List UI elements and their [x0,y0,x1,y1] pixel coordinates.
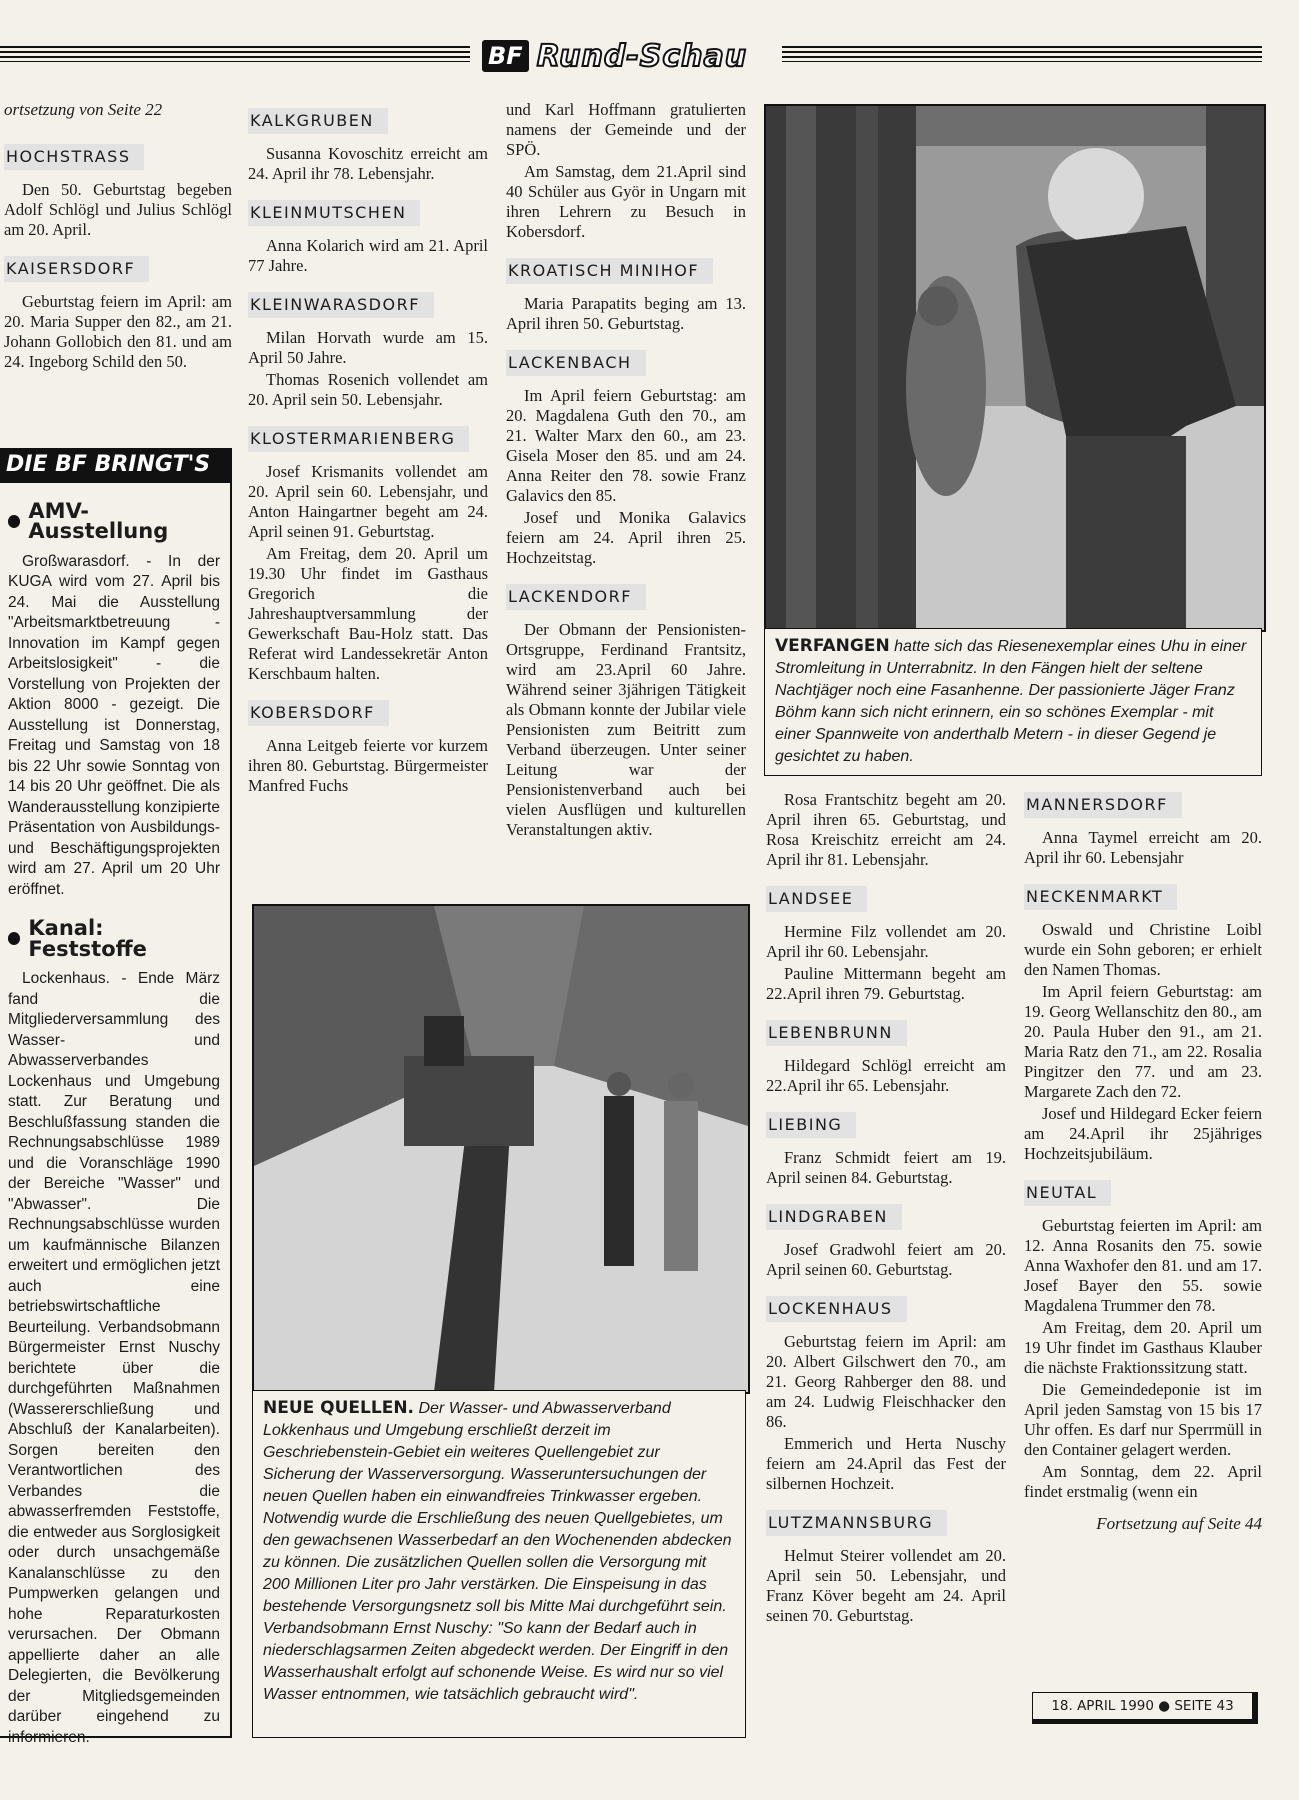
continuation-from: ortsetzung von Seite 22 [4,100,163,119]
heading-lockenhaus: LOCKENHAUS [766,1296,907,1322]
section-logo [482,38,747,74]
heading-kleinwarasdorf: KLEINWARASDORF [248,292,434,318]
text-lockenhaus-2: Emmerich und Herta Nuschy feiern am 24.April das Fest der silbernen Hochzeit. [766,1434,1006,1493]
text-lackenbach-2: Josef und Monika Galavics feiern am 24. April ihren 25. Hochzeitstag. [506,508,746,567]
text-neutal-4: Am Sonntag, dem 22. April findet erstmalig (wenn ein [1024,1462,1262,1501]
caption-owl [764,628,1262,776]
heading-neutal: NEUTAL [1024,1180,1111,1206]
photo-trench [252,904,750,1394]
text-klostermarienberg-2: Am Freitag, dem 20. April um 19.30 Uhr findet im Gasthaus Gregorich die Jahreshauptversammlung der Gewerkschaft Bau-Holz statt. Das Referat wird Landessekretär Anton Kerschbaum halten. [248,544,488,683]
column-5 [1024,790,1262,1544]
column-2 [248,106,488,798]
text-kobersdorf-cont-1: und Karl Hoffmann gratulierten namens der Gemeinde und der SPÖ. [506,100,746,159]
column-3 [506,100,746,842]
bullet-icon [8,515,20,528]
text-lackendorf-cont: Rosa Frantschitz begeht am 20. April ihren 65. Geburtstag, und Rosa Kreischitz erreicht am 24. April ihr 81. Lebensjahr. [766,790,1006,869]
heading-lebenbrunn: LEBENBRUNN [766,1020,907,1046]
heading-mannersdorf: MANNERSDORF [1024,792,1182,818]
heading-kaisersdorf: KAISERSDORF [4,256,149,282]
continuation-to: Fortsetzung auf Seite 44 [1096,1514,1262,1533]
text-kleinwarasdorf-2: Thomas Rosenich vollendet am 20. April sein 50. Lebensjahr. [248,370,488,409]
text-landsee-1: Hermine Filz vollendet am 20. April ihr 60. Lebensjahr. [766,922,1006,961]
heading-lutzmannsburg: LUTZMANNSBURG [766,1510,947,1536]
page-footer: 18. APRIL 1990 ● SEITE 43 [1032,1692,1258,1724]
text-neckenmarkt-3: Josef und Hildegard Ecker feiern am 24.April ihr 25jähriges Hochzeitsjubiläum. [1024,1104,1262,1163]
text-kleinwarasdorf-1: Milan Horvath wurde am 15. April 50 Jahre. [248,328,488,367]
caption-trench [252,1390,746,1738]
text-landsee-2: Pauline Mittermann begeht am 22.April ihren 79. Geburtstag. [766,964,1006,1003]
sidebar-title: DIE BF BRINGT'S [0,448,230,483]
column-1 [4,100,232,374]
photo-owl [764,104,1266,632]
heading-klostermarienberg: KLOSTERMARIENBERG [248,426,469,452]
text-lebenbrunn: Hildegard Schlögl erreicht am 22.April ihr 65. Lebensjahr. [766,1056,1006,1095]
text-lackendorf: Der Obmann der Pensionisten-Ortsgruppe, Ferdinand Frantsitz, wird am 23.April 60 Jahre. Während seiner 3jährigen Tätigkeit als Obmann konnte der Jubilar viele Pensionisten zum Beitritt zum Verband überzeugen. Unter seiner Leitung war der Pensionistenverband auch bei vielen Ausflügen und kulturellen Veranstaltungen aktiv. [506,620,746,839]
heading-kobersdorf: KOBERSDORF [248,700,389,726]
heading-kalkgruben: KALKGRUBEN [248,108,388,134]
sidebar-text-amv: Großwarasdorf. - In der KUGA wird vom 27. April bis 24. Mai die Ausstellung "Arbeitsmarktbetreuung - Innovation im Kampf gegen Arbeitslosigkeit" - die Vorstellung von Projekten der Aktion 8000 - gezeigt. Die Ausstellung ist Donnerstag, Freitag und Samstag von 18 bis 22 Uhr sowie Sonntag von 14 bis 20 Uhr geöffnet. Die als Wanderausstellung konzipierte Präsentation von Ausbildungs- und Beschäftigungsprojekten wird am 27. April um 20 Uhr eröffnet. [8,552,220,898]
owl-photo-illustration [766,106,1264,630]
text-kobersdorf: Anna Leitgeb feierte vor kurzem ihren 80. Geburtstag. Bürgermeister Manfred Fuchs [248,736,488,795]
trench-photo-illustration [254,906,748,1392]
text-lockenhaus-1: Geburtstag feiern im April: am 20. Albert Gilschwert den 70., am 21. Georg Rahberger den 88. und am 24. Ludwig Fleischhacker den 86. [766,1332,1006,1431]
text-kaisersdorf: Geburtstag feiern im April: am 20. Maria Supper den 82., am 21. Johann Gollobich den 81. und am 24. Ingeborg Schild den 50. [4,292,232,371]
logo-bf: BF [482,40,529,72]
header-rule-right [782,46,1262,62]
sidebar-heading-kanal: Kanal: Feststoffe [8,918,220,959]
caption-trench-lead: NEUE QUELLEN. [263,1398,415,1418]
text-klostermarienberg-1: Josef Krismanits vollendet am 20. April sein 60. Lebensjahr, und Anton Haingartner begeht am 24. April seinen 91. Geburtstag. [248,462,488,541]
caption-trench-text: Der Wasser- und Abwasserverband Lokkenhaus und Umgebung erschließt derzeit im Geschriebenstein-Gebiet ein weiteres Quellengebiet zur Sicherung der Wasserversorgung. Wasseruntersuchungen der neuen Quellen haben ein einwandfreies Trinkwasser ergeben. Notwendig wurde die Erschließung des neuen Quellgebietes, um den gewachsenen Wasserbedarf an den Wochenenden abdecken zu können. Die zusätzlichen Quellen sollen die Versorgung mit 200 Millionen Liter pro Jahr verstärken. Die Einspeisung in das bestehende Versorgungsnetz soll bis Mitte Mai durchgeführt sein. Verbandsobmann Ernst Nuschy: "So kann der Bedarf auch in niederschlagsarmen Zeiten abgedeckt werden. Der Eingriff in den Wasserhaushalt erfolgt auf schonende Weise. Es wird nur so viel Wasser entnommen, wie tatsächlich gebraucht wird". [263,1400,732,1703]
text-hochstrass: Den 50. Geburtstag begeben Adolf Schlögl und Julius Schlögl am 20. April. [4,180,232,239]
text-liebing: Franz Schmidt feiert am 19. April seinen 84. Geburtstag. [766,1148,1006,1187]
heading-kroatisch-minihof: KROATISCH MINIHOF [506,258,713,284]
text-neckenmarkt-1: Oswald und Christine Loibl wurde ein Sohn geboren; er erhielt den Namen Thomas. [1024,920,1262,979]
sidebar-text-kanal: Lockenhaus. - Ende März fand die Mitgliederversammlung des Wasser- und Abwasserverbandes Lockenhaus und Umgebung statt. Zur Beratung und Beschlußfassung standen die Rechnungsabschlüsse 1989 und die Voranschläge 1990 der Bereiche "Wasser" und "Abwasser". Die Rechnungsabschlüsse wurden um kaufmännische Bilanzen erweitert und ermöglichen jetzt auch eine betriebswirtschaftliche Beurteilung. Verbandsobmann Bürgermeister Ernst Nuschy berichtete über die durchgeführten Maßnahmen (Wassererschließung und Abschluß der Kanalarbeiten). Sorgen bereiten den Verantwortlichen des Verbandes die abwasserfremden Feststoffe, die entweder aus Sorglosigkeit oder durch unsachgemäße Kanalanschlüsse zu den Pumpwerken gelangen und hohe Reparaturkosten verursachen. Der Obmann appellierte daher an alle Delegierten, die Bevölkerung der Mitgliedsgemeinden darüber eingehend zu informieren. [8,970,220,1746]
text-neckenmarkt-2: Im April feiern Geburtstag: am 19. Georg Wellanschitz den 80., am 20. Paula Huber den 91., am 21. Maria Ratz den 71., am 22. Rosalia Pingitzer den 77. und am 23. Margarete Zach den 72. [1024,982,1262,1101]
bullet-icon [8,932,20,945]
text-kobersdorf-cont-2: Am Samstag, dem 21.April sind 40 Schüler aus Györ in Ungarn mit ihren Lehrern zu Besuch in Kobersdorf. [506,162,746,241]
heading-lackendorf: LACKENDORF [506,584,646,610]
column-4 [766,790,1006,1628]
heading-lackenbach: LACKENBACH [506,350,646,376]
text-neutal-2: Am Freitag, dem 20. April um 19 Uhr findet im Gasthaus Klauber die nächste Fraktionssitzung statt. [1024,1318,1262,1377]
header-rule-left [0,46,470,62]
sidebar-box [0,448,232,1746]
text-mannersdorf: Anna Taymel erreicht am 20. April ihr 60. Lebensjahr [1024,828,1262,867]
logo-title: Rund-Schau [536,38,748,74]
text-kleinmutschen: Anna Kolarich wird am 21. April 77 Jahre. [248,236,488,275]
heading-hochstrass: HOCHSTRASS [4,144,144,170]
text-kroatisch-minihof: Maria Parapatits beging am 13. April ihren 50. Geburtstag. [506,294,746,333]
text-lindgraben: Josef Gradwohl feiert am 20. April seinen 60. Geburtstag. [766,1240,1006,1279]
heading-kleinmutschen: KLEINMUTSCHEN [248,200,420,226]
text-lutzmannsburg: Helmut Steirer vollendet am 20. April sein 50. Lebensjahr, und Franz Köver begeht am 24. April seinen 70. Geburtstag. [766,1546,1006,1625]
heading-neckenmarkt: NECKENMARKT [1024,884,1177,910]
text-kalkgruben: Susanna Kovoschitz erreicht am 24. April ihr 78. Lebensjahr. [248,144,488,183]
text-neutal-3: Die Gemeindedeponie ist im April jeden Samstag von 15 bis 17 Uhr offen. Es darf nur Sperrmüll in den Container gelagert werden. [1024,1380,1262,1459]
heading-lindgraben: LINDGRABEN [766,1204,902,1230]
caption-owl-text: hatte sich das Riesenexemplar eines Uhu in einer Stromleitung in Unterrabnitz. In den Fängen hielt der seltene Nachtjäger noch eine Fasanhenne. Der passionierte Jäger Franz Böhm kann sich nicht erinnern, ein so schönes Exemplar - mit einer Spannweite von anderthalb Metern - in dieser Gegend je gesichtet zu haben. [775,638,1247,765]
sidebar-heading-amv: AMV-Ausstellung [8,501,220,542]
caption-owl-lead: VERFANGEN [775,636,890,656]
text-neutal-1: Geburtstag feierten im April: am 12. Anna Rosanits den 75. sowie Anna Waxhofer den 81. und am 17. Josef Bayer den 55. sowie Magdalena Trummer den 78. [1024,1216,1262,1315]
heading-landsee: LANDSEE [766,886,867,912]
heading-liebing: LIEBING [766,1112,856,1138]
text-lackenbach-1: Im April feiern Geburtstag: am 20. Magdalena Guth den 70., am 21. Walter Marx den 60., am 23. Gisela Moser den 85. und am 24. Anna Reiter den 78. sowie Franz Galavics den 85. [506,386,746,505]
